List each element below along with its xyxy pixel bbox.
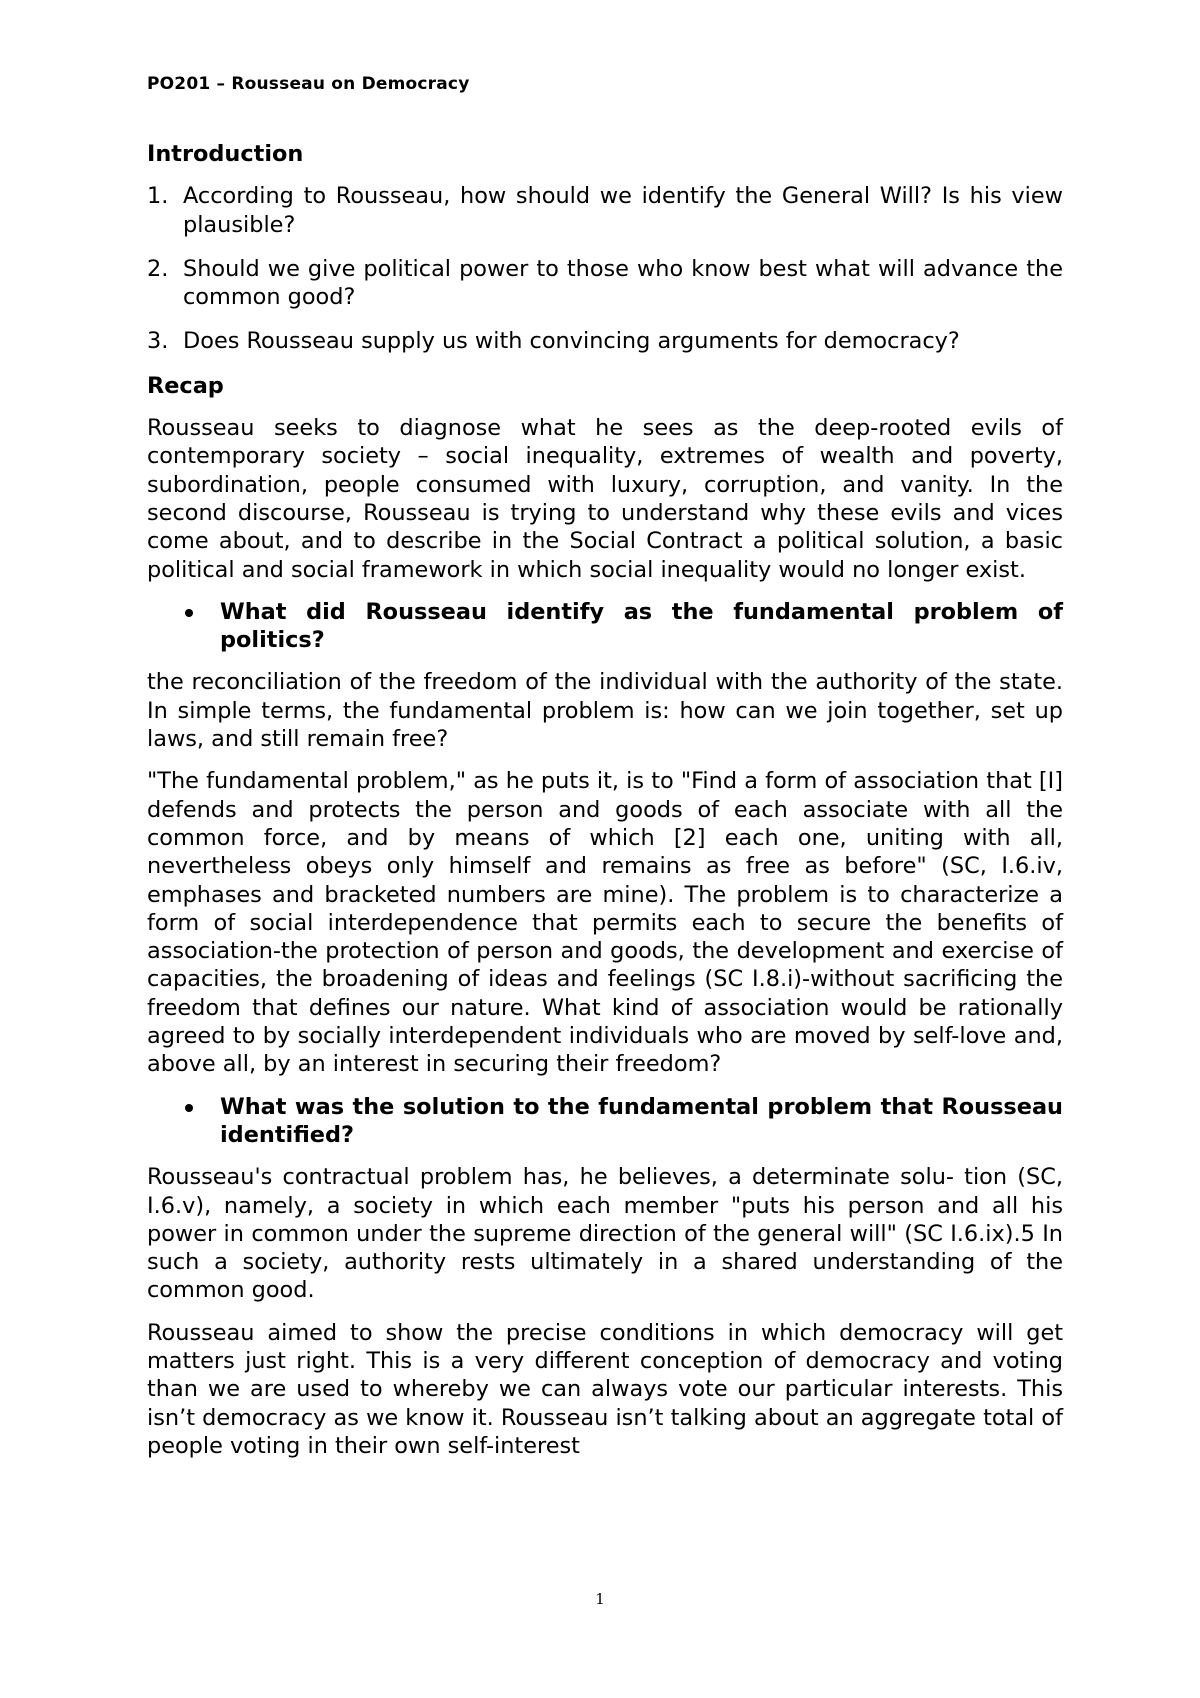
list-item	[147, 182, 1063, 239]
answer-paragraph: the reconciliation of the freedom of the individual with the authority of the state. In simple terms, the fundamental problem is: how can we join together, set up laws, and still remain free?	[147, 669, 1063, 753]
list-item	[147, 327, 1063, 355]
list-number: 1.	[147, 183, 169, 210]
democracy-paragraph: Rousseau aimed to show the precise conditions in which democracy will get matters just right. This is a very different conception of democracy and voting than we are used to whereby we can always vote our particular interests. This isn’t democracy as we know it. Rousseau isn’t talking about an aggregate total of people voting in their own self-interest	[147, 1319, 1063, 1459]
recap-heading: Recap	[147, 372, 224, 399]
list-item	[147, 255, 1063, 312]
bullet-text: What did Rousseau identify as the fundamental problem of politics?	[220, 598, 1063, 654]
list-number: 2.	[147, 255, 169, 282]
question-text: Should we give political power to those who know best what will advance the common good?	[183, 255, 1063, 311]
solution-paragraph: Rousseau's contractual problem has, he believes, a determinate solu- tion (SC, I.6.v), namely, a society in which each member "puts his person and all his power in common under the supreme direction of the general will" (SC I.6.ix).5 In such a society, authority rests ultimately in a shared understanding of the common good.	[147, 1164, 1063, 1304]
bullet-icon	[185, 1104, 193, 1112]
page-header: PO201 – Rousseau on Democracy	[147, 74, 470, 94]
question-text: According to Rousseau, how should we identify the General Will? Is his view plausible?	[183, 183, 1063, 238]
bullet-question	[147, 598, 1063, 655]
bullet-icon	[185, 609, 193, 617]
question-list	[147, 182, 1063, 355]
page-number: 1	[595, 1590, 605, 1608]
list-number: 3.	[147, 328, 169, 355]
bullet-question	[147, 1093, 1063, 1150]
quote-paragraph: "The fundamental problem," as he puts it, is to "Find a form of association that [I] defends and protects the person and goods of each associate with all the common force, and by means of which [2] each one, uniting with all, nevertheless obeys only himself and remains as free as before" (SC, I.6.iv, emphases and bracketed numbers are mine). The problem is to characterize a form of social interdependence that permits each to secure the benefits of association-the protection of person and goods, the development and exercise of capacities, the broadening of ideas and feelings (SC I.8.i)-without sacrificing the freedom that defines our nature. What kind of association would be rationally agreed to by socially interdependent individuals who are moved by self-love and, above all, by an interest in securing their freedom?	[147, 768, 1063, 1078]
bullet-text: What was the solution to the fundamental problem that Rousseau identified?	[220, 1093, 1063, 1148]
question-text: Does Rousseau supply us with convincing arguments for democracy?	[183, 328, 960, 355]
document-body	[147, 140, 1063, 1474]
introduction-heading: Introduction	[147, 141, 304, 167]
recap-paragraph: Rousseau seeks to diagnose what he sees as the deep-rooted evils of contemporary society – social inequality, extremes of wealth and poverty, subordination, people consumed with luxury, corruption, and vanity. In the second discourse, Rousseau is trying to understand why these evils and vices come about, and to describe in the Social Contract a political solution, a basic political and social framework in which social inequality would no longer exist.	[147, 415, 1063, 583]
